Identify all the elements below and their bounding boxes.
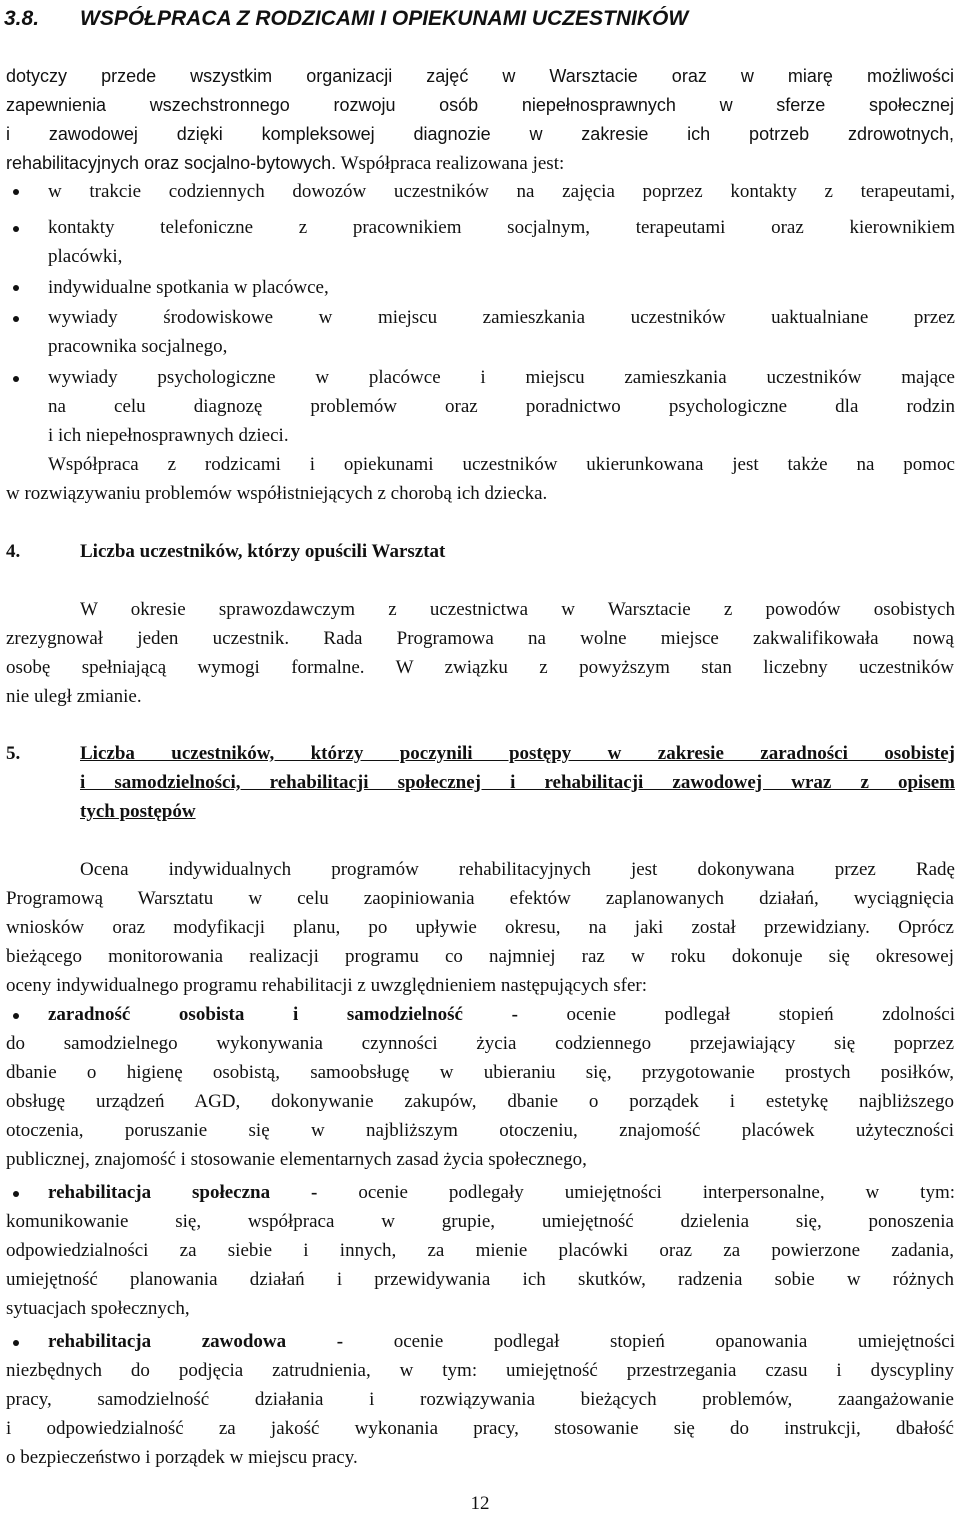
section-4-line: W okresie sprawozdawczym z uczestnictwa w Warsztacie z powodów osobistych <box>80 599 955 620</box>
bullet-dot <box>13 1191 19 1197</box>
bullet-dot <box>13 316 19 322</box>
bullet-line: i ich niepełnosprawnych dzieci. <box>48 425 289 446</box>
bullet-line: i odpowiedzialność za jakość wykonania pracy, stosowanie się do instrukcji, dbałość <box>6 1418 954 1439</box>
bullet-dot <box>13 376 19 382</box>
page-number: 12 <box>470 1493 490 1514</box>
bullet-line: na celu diagnozę problemów oraz poradnictwo psychologiczne dla rodzin <box>48 396 955 417</box>
bullet-line: obsługę urządzeń AGD, dokonywanie zakupów, dbanie o porządek i estetykę najbliższego <box>6 1091 954 1112</box>
section-5-line: Programową Warsztatu w celu zaopiniowania efektów zaplanowanych działań, wyciągnięcia <box>6 888 954 909</box>
bullet-dot <box>13 1013 19 1019</box>
section-4-title: Liczba uczestników, którzy opuścili Warsztat <box>80 541 446 562</box>
section-3-8-title: WSPÓŁPRACA Z RODZICAMI I OPIEKUNAMI UCZESTNIKÓW <box>80 7 689 30</box>
intro-line: rehabilitacyjnych oraz socjalno-bytowych. <box>6 153 337 173</box>
section-5-line: Ocena indywidualnych programów rehabilitacyjnych jest dokonywana przez Radę <box>80 859 955 880</box>
section-5-line: wniosków oraz modyfikacji planu, po upływie okresu, na jaki został przewidziany. Oprócz <box>6 917 954 938</box>
intro-tail: Współpraca realizowana jest: <box>340 153 565 174</box>
bullet-line: kontakty telefoniczne z pracownikiem socjalnym, terapeutami oraz kierownikiem <box>48 217 955 238</box>
intro-line: i zawodowej dzięki kompleksowej diagnozie w zakresie ich potrzeb zdrowotnych, <box>6 124 954 144</box>
bullet-first-line <box>48 1003 955 1027</box>
bullet-term: rehabilitacja zawodowa - <box>48 1331 344 1352</box>
bullet-rest: ocenie podlegał stopień zdolności <box>566 1004 955 1025</box>
bullet-line: sytuacjach społecznych, <box>6 1298 190 1319</box>
bullet-line: dbanie o higienę osobistą, samoobsługę w ubieraniu się, przygotowanie prostych posiłków, <box>6 1062 954 1083</box>
section-5-title-line: tych postępów <box>80 801 196 822</box>
section-4-line: nie uległ zmianie. <box>6 686 142 707</box>
bullet-dot <box>13 226 19 232</box>
bullet-rest: ocenie podlegały umiejętności interpersonalne, w tym: <box>358 1182 956 1203</box>
intro-line: zapewnienia wszechstronnego rozwoju osób niepełnosprawnych w sferze społecznej <box>6 95 954 115</box>
bullet-line: w trakcie codziennych dowozów uczestników na zajęcia poprzez kontakty z terapeutami, <box>48 181 955 202</box>
closing-line: Współpraca z rodzicami i opiekunami uczestników ukierunkowana jest także na pomoc <box>48 454 955 475</box>
closing-line: w rozwiązywaniu problemów współistniejących z chorobą ich dziecka. <box>6 483 548 504</box>
bullet-line: odpowiedzialności za siebie i innych, za mienie placówki oraz za powierzone zadania, <box>6 1240 954 1261</box>
section-5-number: 5. <box>6 743 21 764</box>
section-5-line: bieżącego monitorowania realizacji programu co najmniej raz w roku dokonuje się okresowej <box>6 946 954 967</box>
bullet-line: pracownika socjalnego, <box>48 336 228 357</box>
bullet-line: indywidualne spotkania w placówce, <box>48 277 329 298</box>
bullet-rest: ocenie podlegał stopień opanowania umiejętności <box>393 1331 955 1352</box>
bullet-line: otoczenia, poruszanie się w najbliższym otoczeniu, znajomość placówek użyteczności <box>6 1120 954 1141</box>
bullet-line: pracy, samodzielność działania i rozwiązywania bieżących problemów, zaangażowanie <box>6 1389 954 1410</box>
bullet-first-line <box>48 1181 955 1205</box>
section-3-8-number: 3.8. <box>4 7 40 30</box>
bullet-dot <box>13 1340 19 1346</box>
section-5-title-line: Liczba uczestników, którzy poczynili postępy w zakresie zaradności osobistej <box>80 743 955 764</box>
bullet-line: komunikowanie się, współpraca w grupie, umiejętność dzielenia się, ponoszenia <box>6 1211 954 1232</box>
bullet-line: publicznej, znajomość i stosowanie elementarnych zasad życia społecznego, <box>6 1149 587 1170</box>
intro-line: dotyczy przede wszystkim organizacji zajęć w Warsztacie oraz w miarę możliwości <box>6 66 954 86</box>
bullet-line: niezbędnych do podjęcia zatrudnienia, w tym: umiejętność przestrzegania czasu i dyscypliny <box>6 1360 954 1381</box>
section-4-line: osobę spełniającą wymogi formalne. W związku z powyższym stan liczebny uczestników <box>6 657 954 678</box>
intro-last-line <box>6 151 954 175</box>
bullet-line: umiejętność planowania działań i przewidywania ich skutków, radzenia sobie w różnych <box>6 1269 954 1290</box>
section-5-title-line: i samodzielności, rehabilitacji społecznej i rehabilitacji zawodowej wraz z opisem <box>80 772 955 793</box>
bullet-term: zaradność osobista i samodzielność - <box>48 1004 518 1025</box>
bullet-line: o bezpieczeństwo i porządek w miejscu pracy. <box>6 1447 358 1468</box>
bullet-dot <box>13 189 19 195</box>
bullet-line: wywiady środowiskowe w miejscu zamieszkania uczestników uaktualniane przez <box>48 307 955 328</box>
section-4-line: zrezygnował jeden uczestnik. Rada Programowa na wolne miejsce zakwalifikowała nową <box>6 628 954 649</box>
bullet-term: rehabilitacja społeczna - <box>48 1182 318 1203</box>
bullet-first-line <box>48 1330 955 1354</box>
bullet-dot <box>13 285 19 291</box>
section-4-number: 4. <box>6 541 21 562</box>
bullet-line: do samodzielnego wykonywania czynności życia codziennego przejawiający się poprzez <box>6 1033 954 1054</box>
section-5-line: oceny indywidualnego programu rehabilitacji z uwzględnieniem następujących sfer: <box>6 975 648 996</box>
bullet-line: placówki, <box>48 246 123 267</box>
bullet-line: wywiady psychologiczne w placówce i miejscu zamieszkania uczestników mające <box>48 367 955 388</box>
